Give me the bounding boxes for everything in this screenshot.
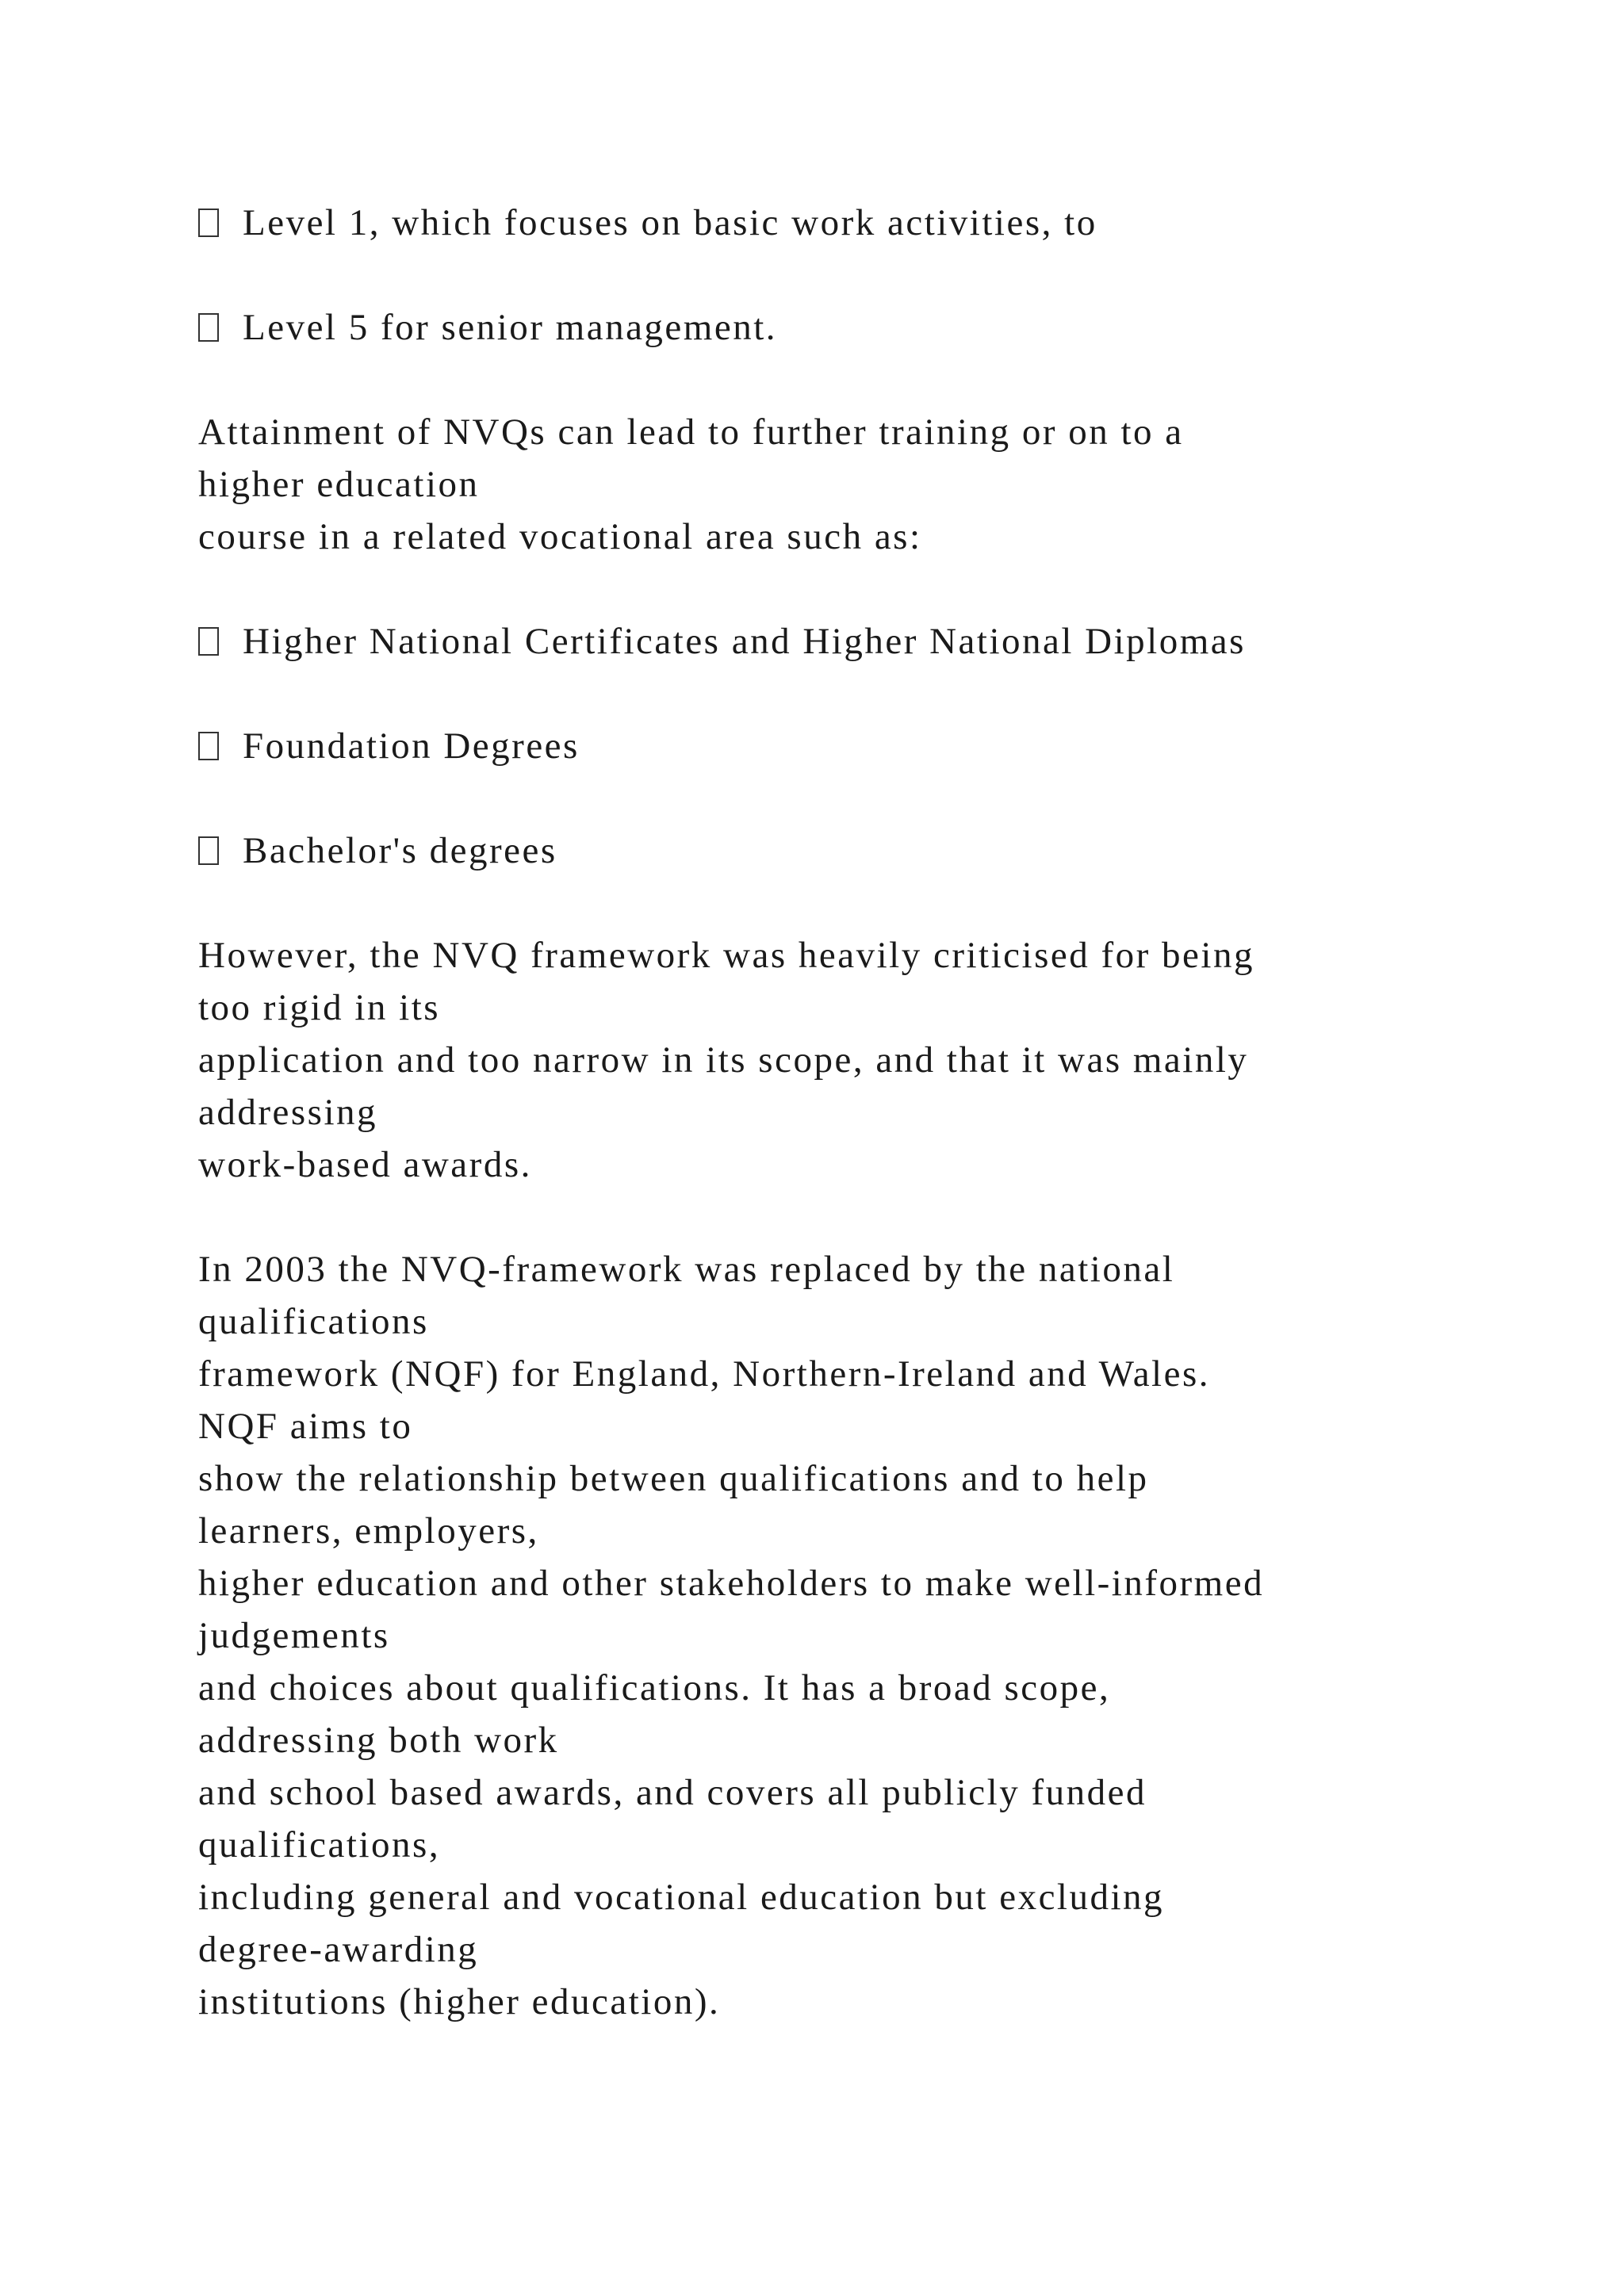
text-line: qualifications — [198, 1301, 429, 1342]
text-line: higher education and other stakeholders to make well-informed — [198, 1563, 1265, 1604]
paragraph-attainment — [198, 406, 1546, 563]
text-line: show the relationship between qualifications and to help — [198, 1458, 1149, 1499]
text-line: learners, employers, — [198, 1510, 539, 1552]
bullet-item-hnc-hnd — [198, 615, 1546, 668]
blank-line — [198, 877, 1546, 929]
text-line: framework (NQF) for England, Northern-Ireland and Wales. — [198, 1353, 1211, 1395]
blank-line — [198, 354, 1546, 406]
blank-line — [198, 1191, 1546, 1243]
text-line: qualifications, — [198, 1824, 441, 1866]
text-line: addressing — [198, 1092, 378, 1133]
text-line: application and too narrow in its scope, and that it was mainly — [198, 1039, 1249, 1081]
blank-line — [198, 772, 1546, 825]
bullet-item-bachelors-degrees — [198, 825, 1546, 877]
text-line: judgements — [198, 1615, 390, 1656]
document-body — [198, 197, 1546, 2028]
missing-glyph-bullet-icon — [198, 732, 219, 760]
text-line: degree-awarding — [198, 1929, 479, 1970]
text-line: Attainment of NVQs can lead to further training or on to a — [198, 411, 1184, 453]
missing-glyph-bullet-icon — [198, 209, 219, 237]
text-line: However, the NVQ framework was heavily criticised for being — [198, 935, 1254, 976]
blank-line — [198, 249, 1546, 301]
text-line: including general and vocational education but excluding — [198, 1877, 1165, 1918]
text-line: course in a related vocational area such as: — [198, 516, 922, 557]
paragraph-nqf — [198, 1243, 1546, 2028]
text-line: higher education — [198, 464, 480, 505]
bullet-item-level-5 — [198, 301, 1546, 354]
text-line: and school based awards, and covers all publicly funded — [198, 1772, 1147, 1813]
missing-glyph-bullet-icon — [198, 627, 219, 656]
blank-line — [198, 668, 1546, 720]
paragraph-criticism — [198, 929, 1546, 1191]
bullet-item-level-1 — [198, 197, 1546, 249]
text-line: In 2003 the NVQ-framework was replaced by the national — [198, 1249, 1175, 1290]
text-line: NQF aims to — [198, 1406, 413, 1447]
bullet-text: Higher National Certificates and Higher National Diplomas — [243, 621, 1246, 662]
missing-glyph-bullet-icon — [198, 313, 219, 342]
text-line: work-based awards. — [198, 1144, 532, 1185]
bullet-item-foundation-degrees — [198, 720, 1546, 772]
missing-glyph-bullet-icon — [198, 836, 219, 865]
blank-line — [198, 563, 1546, 615]
bullet-text: Bachelor's degrees — [243, 830, 557, 871]
text-line: addressing both work — [198, 1720, 559, 1761]
text-line: too rigid in its — [198, 987, 441, 1028]
bullet-text: Level 1, which focuses on basic work activities, to — [243, 202, 1097, 243]
bullet-text: Foundation Degrees — [243, 725, 580, 767]
bullet-text: Level 5 for senior management. — [243, 307, 778, 348]
text-line: and choices about qualifications. It has a broad scope, — [198, 1667, 1111, 1709]
text-line: institutions (higher education). — [198, 1981, 721, 2022]
